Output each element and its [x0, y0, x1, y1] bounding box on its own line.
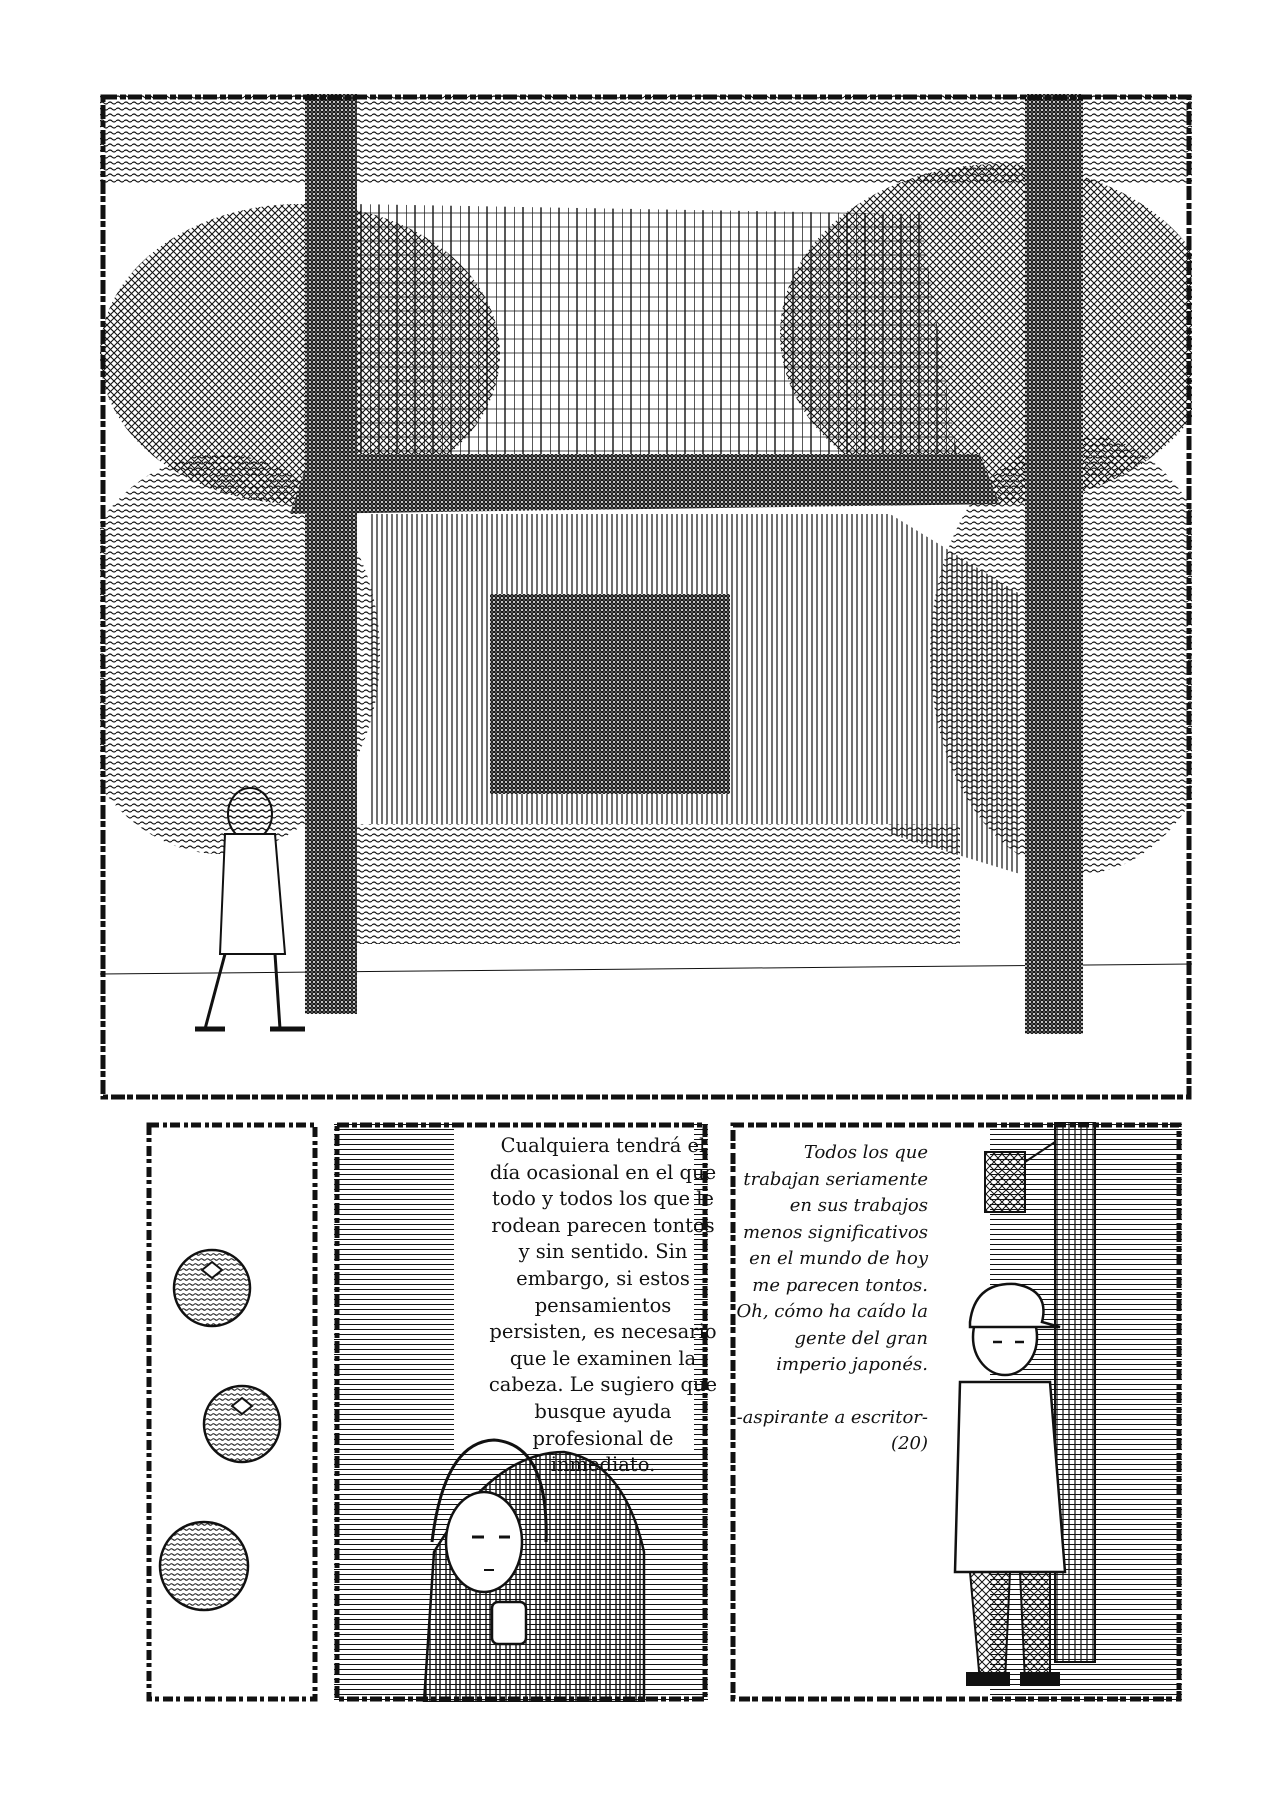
persimmon-3 — [160, 1522, 248, 1610]
advice-line: Cualquiera tendrá el — [500, 1134, 706, 1157]
letter-line: me parecen tontos. — [752, 1274, 928, 1296]
advice-line: rodean parecen tontos — [491, 1213, 715, 1237]
persimmon-2 — [204, 1386, 280, 1462]
letter-line: trabajan seriamente — [743, 1168, 928, 1190]
advice-line: persisten, es necesario — [489, 1320, 717, 1344]
advice-line: día ocasional en el que — [489, 1160, 717, 1184]
advice-line: cabeza. Le sugiero que — [488, 1373, 718, 1397]
advice-line: busque ayuda — [534, 1399, 672, 1423]
persimmons-illustration — [146, 1122, 318, 1702]
advice-line: y sin sentido. Sin — [518, 1240, 688, 1264]
panel-persimmons — [146, 1122, 318, 1702]
letter-line: Todos los que — [803, 1142, 928, 1163]
panel-shrine-scene — [100, 94, 1192, 1100]
letter-caption — [648, 1140, 928, 1458]
letter-line: Oh, cómo ha caído la — [736, 1301, 928, 1322]
advice-line: pensamientos — [534, 1293, 672, 1317]
advice-line: que le examinen la — [509, 1346, 697, 1370]
letter-line: imperio japonés. — [776, 1354, 928, 1375]
shrine-scene-illustration — [100, 94, 1192, 1100]
letter-signature-age: (20) — [891, 1433, 928, 1454]
persimmon-1 — [174, 1250, 250, 1326]
letter-line: en el mundo de hoy — [749, 1248, 928, 1269]
advice-line: inmediato. — [550, 1453, 656, 1477]
advice-line: todo y todos los que le — [492, 1187, 714, 1211]
advice-line: embargo, si estos — [516, 1266, 690, 1290]
letter-line: menos significativos — [742, 1221, 928, 1243]
advice-line: profesional de — [532, 1426, 674, 1450]
letter-signature: -aspirante a escritor- — [736, 1406, 928, 1428]
letter-line: en sus trabajos — [789, 1195, 928, 1216]
letter-line: gente del gran — [794, 1327, 928, 1349]
